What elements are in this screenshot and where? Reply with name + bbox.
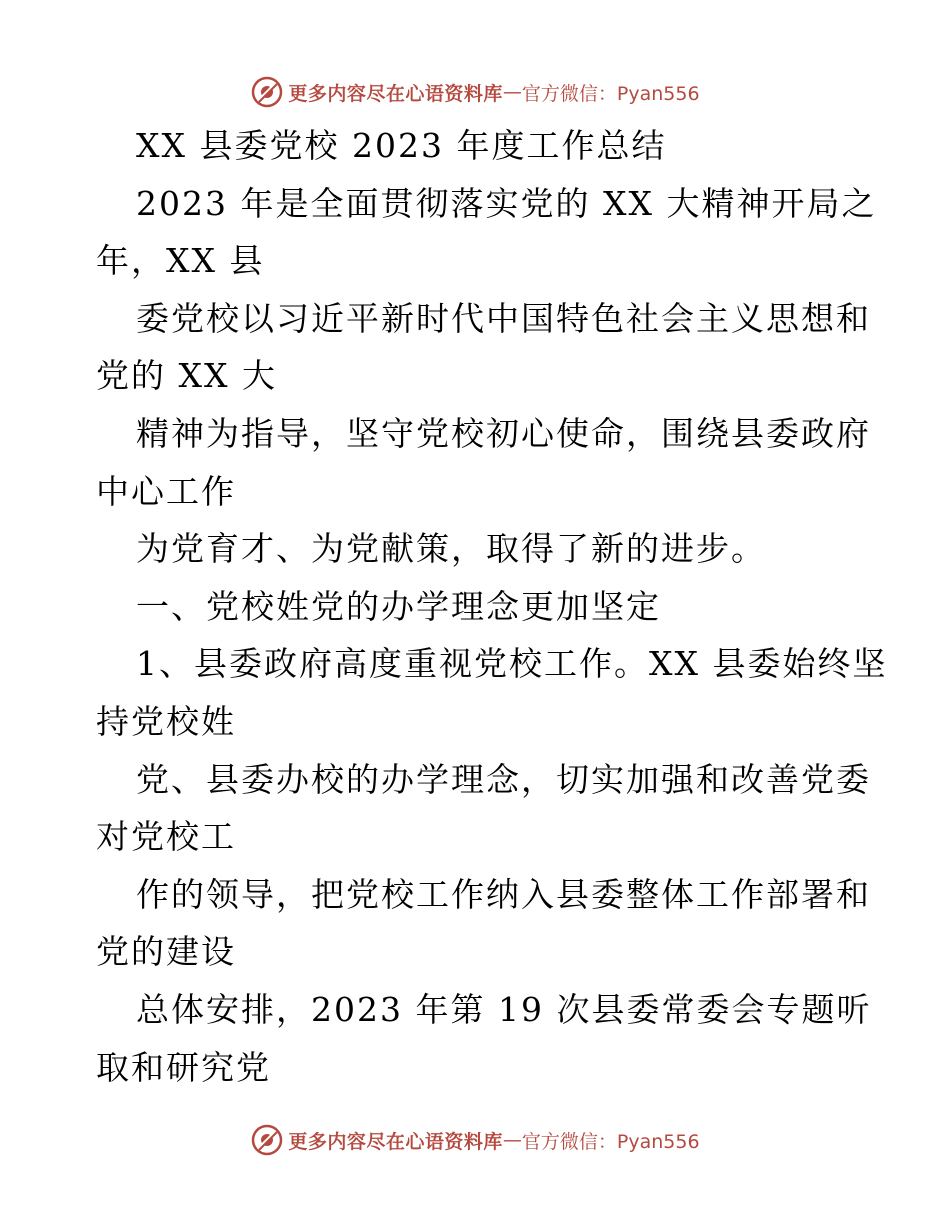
watermark-separator: — — [502, 81, 522, 103]
document-line: 精神为指导，坚守党校初心使命，围绕县委政府 — [136, 413, 871, 453]
document-line: 为党育才、为党献策，取得了新的进步。 — [136, 529, 766, 569]
watermark-suffix: 官方微信：Pyan556 — [521, 1130, 700, 1153]
document-line: 作的领导，把党校工作纳入县委整体工作部署和 — [136, 874, 871, 914]
logo-icon — [250, 75, 284, 109]
document-line: 对党校工 — [96, 817, 236, 857]
document-line: 年，XX 县 — [96, 241, 265, 281]
watermark-separator: — — [502, 1129, 522, 1151]
document-line: 党、县委办校的办学理念，切实加强和改善党委 — [136, 759, 871, 799]
document-line: 持党校姓 — [96, 701, 236, 741]
document-line: 一、党校姓党的办学理念更加坚定 — [136, 586, 661, 626]
document-line: 1、县委政府高度重视党校工作。XX 县委始终坚 — [136, 644, 888, 684]
watermark-text: 更多内容尽在心语资料库 — [288, 82, 503, 105]
watermark-text: 更多内容尽在心语资料库 — [288, 1130, 503, 1153]
document-line: 党的建设 — [96, 932, 236, 972]
watermark-suffix: 官方微信：Pyan556 — [521, 82, 700, 105]
footer-watermark — [0, 1120, 950, 1160]
header-watermark — [0, 72, 950, 112]
document-line: 2023 年是全面贯彻落实党的 XX 大精神开局之 — [136, 183, 877, 223]
document-line: XX 县委党校 2023 年度工作总结 — [136, 126, 667, 165]
document-line: 中心工作 — [96, 471, 236, 511]
document-line: 委党校以习近平新时代中国特色社会主义思想和 — [136, 298, 871, 338]
logo-icon — [250, 1123, 284, 1157]
document-line: 党的 XX 大 — [96, 356, 277, 396]
document-line: 总体安排，2023 年第 19 次县委常委会专题听 — [136, 989, 872, 1029]
document-line: 取和研究党 — [96, 1047, 271, 1087]
document-body — [96, 117, 888, 1096]
